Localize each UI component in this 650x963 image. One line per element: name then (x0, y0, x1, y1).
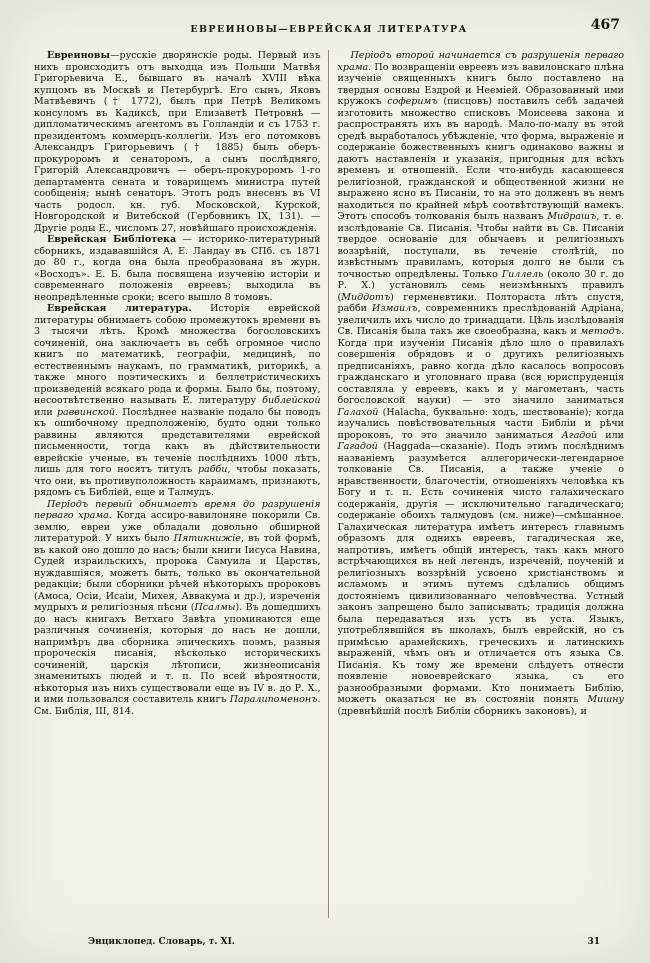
text-segment: Миддотъ (341, 291, 391, 303)
text-segment: Евреиновы (47, 50, 110, 61)
text-segment: (около 30 г. до Р. Х.) установилъ семь неизмѣнныхъ правилъ ( (337, 268, 624, 303)
text-segment: Гагадой (337, 441, 378, 452)
page-number: 467 (590, 17, 620, 33)
text-segment: Агадой (561, 429, 598, 441)
paragraph (34, 50, 321, 234)
text-segment: рабби (197, 464, 228, 475)
text-segment: или (597, 429, 624, 441)
text-segment: или (34, 406, 57, 418)
text-segment: Псалмы (194, 602, 236, 613)
text-segment: Мидрашъ (547, 211, 597, 222)
paragraph (34, 234, 321, 303)
paragraph (34, 303, 321, 499)
text-segment: . Когда при изученіи Писанія дѣло шло о правилахъ совершенія обрядовъ и о другихъ религіозныхъ предписаніяхъ, равно когда дѣло касалось вопросовъ гражданскаго и уголовнаго права (вся юриспруденція составляла у евреевъ, какъ и у магометанъ, часть богословской науки) — это значило заниматься (337, 326, 624, 406)
text-segment: (Halacha, буквально: ходъ, шествованіе); когда изучались повѣствовательныя части Библіи и рѣчи пророковъ, то это значило заниматься (337, 406, 624, 441)
text-segment: библейской (262, 395, 321, 406)
text-segment: Періодъ второй начинается съ разрушенія перваго храма. (337, 50, 624, 73)
text-segment: , чтобы показать, что они, въ противуположность караимамъ, признаютъ, рядомъ съ Библіей, еще и Талмудъ. (34, 464, 321, 498)
text-segment: Когда ассиро-вавилоняне покорили Св. землю, евреи уже обладали довольно обширной литературой. У нихъ было (34, 510, 321, 544)
text-segment: , т. е. изслѣдованіе Св. Писанія. Чтобы найти въ Св. Писаніи твердое основаніе для обычаевъ и религіозныхъ воззрѣній, поступали, въ теченіе столѣтій, по извѣстнымъ правиламъ, которыя долго не были съ точностью опредѣлены. Только (337, 211, 624, 280)
text-segment: (писцовъ) поставилъ себѣ задачей изготовить множество списковъ Моисеева закона и распространять ихъ въ народѣ. Мало-по-малу въ этой средѣ выработалось убѣжденіе, что форма, выраженіе и содержаніе божественныхъ книгъ одинаково важны и даютъ наставленія и указанія, пригодныя для всѣхъ временъ и отношеній. Если что-нибудь касающееся религіозной, гражданской и общественной жизни не выражено ясно въ Писаніи, то на это долженъ въ немъ находиться по крайней мѣрѣ соотвѣтствующій намекъ. Этотъ способъ толкованія былъ названъ (337, 96, 624, 222)
footer-imprint: Энциклопед. Словарь, т. XI. (88, 937, 235, 947)
text-segment: Гиллель (501, 268, 544, 280)
right-column (329, 50, 625, 918)
text-segment: (древнѣйшій послѣ Библіи сборникъ законовъ), и (337, 705, 587, 717)
text-segment: , въ той формѣ, въ какой оно дошло до насъ; были книги Іисуса Навина, Судей израильскихъ, пророка Самуила и Царствъ, нуждавшіяся, можетъ быть, только въ окончательной редакціи; были сборники рѣчей нѣкоторыхъ пророковъ (Амоса, Осіи, Исаіи, Михея, Аввакума и др.), изреченія мудрыхъ и религіозныя пѣсни ( (34, 533, 321, 613)
text-segment: Еврейская Библіотека (47, 234, 177, 245)
text-segment: Измаилъ (372, 303, 418, 314)
text-segment: , современникъ преслѣдованій Адріана, увеличилъ ихъ число до тринадцати. Цѣль изслѣдованія Св. Писанія была такъ же своеобразна, какъ и (337, 303, 624, 337)
text-segment: — историко-литературный сборникъ, издававшійся А. Е. Ландау въ СПб. съ 1871 до 80 г., когда она была преобразована въ журн. «Восходъ». Е. Б. была посвящена изученію исторіи и современнаго положенія евреевъ; выходила въ неопредѣленные сроки; всего вышло 8 томовъ. (34, 234, 321, 303)
text-columns (34, 50, 624, 918)
text-segment: методъ (580, 326, 621, 337)
text-segment: раввинской (56, 406, 115, 418)
signature-number: 31 (587, 937, 600, 947)
text-segment: Паралипоменонъ (229, 694, 318, 705)
text-segment: Исторія еврейской литературы обнимаетъ собою промежутокъ времени въ 3 тысячи лѣтъ. Кромѣ множества богословскихъ сочиненій, она заключаетъ въ себѣ огромное число книгъ по математикѣ, географіи, медицинѣ, по естественнымъ наукамъ, по грамматикѣ, риторикѣ, а также много поэтическихъ и беллетристическихъ произведеній всякаго рода и формы. Было бы, поэтому, несоотвѣтственно называть Е. литературу (34, 303, 321, 406)
text-segment: Пятикнижіе (173, 533, 241, 544)
text-segment: . См. Библія, III, 814. (34, 694, 321, 717)
text-segment: ) герменевтики. Полтораста лѣтъ спустя, рабби (337, 291, 624, 314)
page-footer (0, 937, 650, 947)
text-segment: Мишну (587, 694, 624, 705)
page-header (0, 0, 650, 42)
text-segment: соферимъ (387, 96, 438, 107)
text-segment: ). Въ дошедшихъ до насъ книгахъ Ветхаго Завѣта упоминаются еще различныя сочиненія, которыя до насъ не дошли, напримѣръ два сборника эпическихъ поэмъ, разныя пророческія писанія, нѣсколько историческихъ сочиненій, царскія лѣтописи, жизнеописанія знаменитыхъ людей и т. п. По всей вѣроятности, нѣкоторыя изъ нихъ существовали еще въ IV в. до Р. Х., и ими пользовался составитель книгъ (34, 602, 321, 705)
text-segment: Періодъ первый обнимаетъ время до разрушенія перваго храма. (34, 498, 321, 521)
text-segment: По возвращеніи евреевъ изъ вавилонскаго плѣна изученіе священныхъ книгъ было поставлено на твердыя основы Ездрой и Нееміей. Образованный ими кружокъ (337, 61, 624, 107)
paragraph (34, 499, 321, 718)
text-segment: . Послѣднее названіе подало бы поводъ къ ошибочному предположенію, будто одни только раввины являются представителями еврейской письменности, тогда какъ въ дѣйствительности еврейскіе ученые, въ теченіе послѣднихъ 1000 лѣтъ, лишь для того носятъ титулъ (34, 406, 321, 475)
text-segment: —русскіе дворянскіе роды. Первый изъ нихъ происходитъ отъ выходца изъ Польши Матвѣя Григорьевича Е., бывшаго въ началѣ XVIII вѣка купцомъ въ Москвѣ и Петербургѣ. Его сынъ, Яковъ Матвѣевичъ († 1772), былъ при Петрѣ Великомъ консуломъ въ Кадиксѣ, при Елизаветѣ Петровнѣ — дипломатическимъ агентомъ въ Голландіи и съ 1753 г. президентомъ коммерцъ-коллегіи. Изъ его потомковъ Александръ Григорьевичъ († 1885) былъ оберъ-прокуроромъ и сенаторомъ, а сынъ послѣдняго, Григорій Александровичъ — оберъ-прокуроромъ 1-го департамента сената и товарищемъ министра путей сообщенія; нынѣ сенаторъ. Этотъ родъ внесенъ въ VI часть родосл. кн. губ. Московской, Курской, Новгородской и Витебской (Гербовникъ IX, 131). — Другіе роды Е., числомъ 27, новѣйшаго происхожденія. (34, 50, 321, 234)
text-segment: Галахой (337, 406, 379, 418)
running-title: ЕВРЕИНОВЫ—ЕВРЕЙСКАЯ ЛИТЕРАТУРА (190, 24, 468, 35)
paragraph (338, 50, 625, 717)
text-segment: Еврейская литература. (47, 303, 192, 314)
text-segment: (Haggada—сказаніе). Подъ этимъ послѣднимъ названіемъ разумѣется аллегорически-легендарное толкованіе Св. Писанія, а также ученіе о нравственности, благочестіи, отношеніяхъ человѣка къ Богу и т. п. Есть сочиненія чисто галахическаго содержанія, другія — исключительно гагадическаго; содержаніе обоихъ талмудовъ (см. ниже)—смѣшанное. Галахическая литература имѣетъ интересъ главнымъ образомъ для однихъ евреевъ, гагадическая же, напротивъ, имѣетъ общій интересъ, такъ какъ много встрѣчающихся въ ней легендъ, изреченій, поученій и религіозныхъ воззрѣній усвоено христіанствомъ и исламомъ и этимъ путемъ сдѣлались общимъ достояніемъ цивилизованнаго человѣчества. Устный законъ запрещено было записывать; традиція должна была передаваться изъ устъ въ уста. Языкъ, употреблявшійся въ школахъ, былъ еврейскій, но съ примѣсью арамейскихъ, греческихъ и латинскихъ выраженій, чѣмъ онъ и отличается отъ языка Св. Писанія. Къ тому же времени слѣдуетъ отнести появленіе новоеврейскаго языка, съ его разнообразными формами. Кто понимаетъ Библію, можетъ оказаться не въ состояніи понять (337, 441, 624, 705)
left-column (34, 50, 328, 918)
